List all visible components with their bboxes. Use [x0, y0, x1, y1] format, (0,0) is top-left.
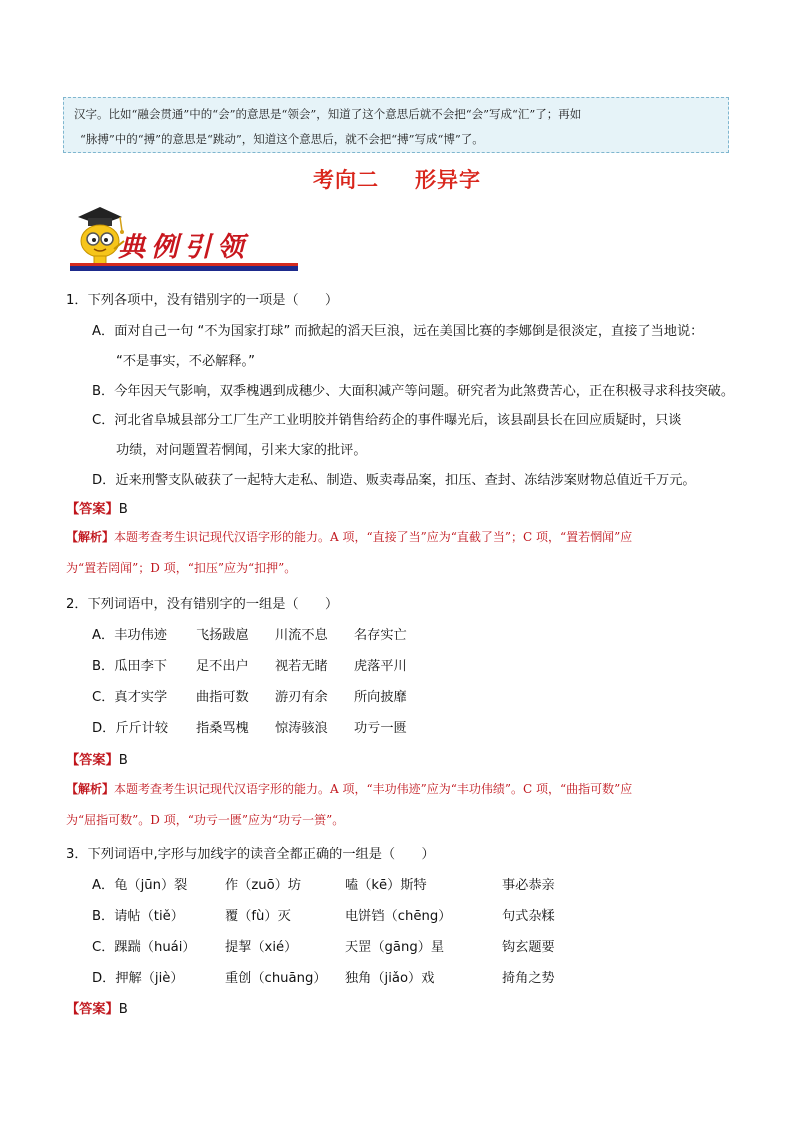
option-a-item-2: 飞扬跋扈: [196, 628, 249, 643]
option-d-item-4: 掎角之势: [502, 971, 555, 986]
example-banner: [70, 205, 298, 275]
banner-underline-blue: [70, 266, 298, 271]
q3-answer-label: 【答案】: [66, 1002, 119, 1017]
option-b-item-3: 视若无睹: [275, 659, 328, 674]
q2-stem: 2．下列词语中，没有错别字的一组是（ ）: [66, 597, 339, 612]
q1-answer-label: 【答案】: [66, 502, 119, 517]
option-c-item-2: 曲指可数: [196, 690, 249, 705]
q3-answer: [66, 998, 128, 1017]
note-line-2: “脉搏”中的“搏”的意思是“跳动”，知道这个意思后，就不会把“搏”写成“博”了。: [80, 132, 484, 146]
option-a-item-4: 事必恭亲: [502, 878, 555, 893]
q2-explanation-line1: [66, 780, 632, 797]
option-b-item-4: 句式杂糅: [502, 909, 555, 924]
q2-explanation-label: 【解析】: [66, 782, 115, 796]
option-c-item-3: 天罡（gāng）星: [345, 940, 445, 955]
note-box: [63, 97, 729, 153]
q2-answer-value: B: [118, 753, 128, 768]
q2-answer-label: 【答案】: [66, 753, 119, 768]
option-d-item-2: 指桑骂槐: [196, 721, 249, 736]
q1-stem: 1．下列各项中，没有错别字的一项是（ ）: [66, 293, 339, 308]
option-a-item-4: 名存实亡: [354, 628, 407, 643]
note-line-1: 汉字。比如“融会贯通”中的“会”的意思是“领会”，知道了这个意思后就不会把“会”写成“汇”了；再如: [74, 107, 582, 121]
option-b-item-3: 电饼铛（chēng）: [345, 909, 452, 924]
option-b-item-1: B．请帖（tiě）: [92, 909, 184, 924]
q3-stem: 3．下列词语中,字形与加线字的读音全都正确的一组是（ ）: [66, 847, 435, 862]
option-a-item-3: 嗑（kē）斯特: [345, 878, 427, 893]
q1-explanation-label: 【解析】: [66, 530, 115, 544]
q1-answer: [66, 498, 128, 517]
option-c-item-1: C．踝踹（huái）: [92, 940, 196, 955]
option-a-item-1: A．丰功伟迹: [92, 628, 167, 643]
q1-explanation-text: 本题考查考生识记现代汉语字形的能力。A 项，“直接了当”应为“直截了当”；C 项，“置若惘闻”应: [114, 530, 633, 544]
q1-answer-value: B: [118, 502, 128, 517]
q2-answer: [66, 749, 128, 768]
option-d-item-4: 功亏一匮: [354, 721, 407, 736]
option-c-item-2: 提挈（xié）: [225, 940, 298, 955]
q2-explanation-text: 本题考查考生识记现代汉语字形的能力。A 项，“丰功伟迹”应为“丰功伟绩”。C 项，“曲指可数”应: [114, 782, 633, 796]
banner-title: 典例引领: [118, 232, 250, 263]
section-title-part1: 考向二: [313, 168, 379, 192]
q1-option-c-line2: 功绩，对问题置若惘闻，引来大家的批评。: [116, 443, 367, 458]
option-d-item-1: D．斤斤计较: [92, 721, 169, 736]
option-b-item-1: B．瓜田李下: [92, 659, 167, 674]
option-d-item-3: 独角（jiǎo）戏: [345, 971, 435, 986]
option-c-item-3: 游刃有余: [275, 690, 328, 705]
option-a-item-1: A．龟（jūn）裂: [92, 878, 188, 893]
option-d-item-2: 重创（chuāng）: [225, 971, 327, 986]
option-d-item-3: 惊涛骇浪: [275, 721, 328, 736]
option-a-item-3: 川流不息: [275, 628, 328, 643]
q1-explanation-line2: 为“置若罔闻”；D 项，“扣压”应为“扣押”。: [66, 561, 297, 575]
q1-option-c-line1: C．河北省阜城县部分工厂生产工业明胶并销售给药企的事件曝光后，该县副县长在回应质疑时，只谈: [92, 413, 682, 428]
option-a-item-2: 作（zuō）坊: [225, 878, 302, 893]
q2-explanation-line2: 为“屈指可数”。D 项，“功亏一匮”应为“功亏一篑”。: [66, 813, 345, 827]
q1-option-b: B．今年因天气影响，双季槐遇到成穗少、大面积减产等问题。研究者为此煞费苦心，正在积极寻求科技突破。: [92, 384, 735, 399]
option-c-item-1: C．真才实学: [92, 690, 168, 705]
q1-option-a-line1: A．面对自己一句 “不为国家打球” 而掀起的滔天巨浪，远在美国比赛的李娜倒是很淡定，直接了当地说：: [92, 324, 704, 339]
option-d-item-1: D．押解（jiè）: [92, 971, 184, 986]
section-title-part2: 形异字: [415, 168, 481, 192]
option-b-item-4: 虎落平川: [354, 659, 407, 674]
q3-answer-value: B: [118, 1002, 128, 1017]
q1-option-d: D．近来刑警支队破获了一起特大走私、制造、贩卖毒品案，扣压、查封、冻结涉案财物总值近千万元。: [92, 473, 696, 488]
q1-option-a-line2: “不是事实，不必解释。”: [116, 354, 255, 369]
option-c-item-4: 所向披靡: [354, 690, 407, 705]
option-c-item-4: 钩玄题要: [502, 940, 555, 955]
section-title: [0, 164, 794, 194]
option-b-item-2: 足不出户: [196, 659, 249, 674]
option-b-item-2: 覆（fù）灭: [225, 909, 291, 924]
q1-explanation-line1: [66, 528, 632, 545]
